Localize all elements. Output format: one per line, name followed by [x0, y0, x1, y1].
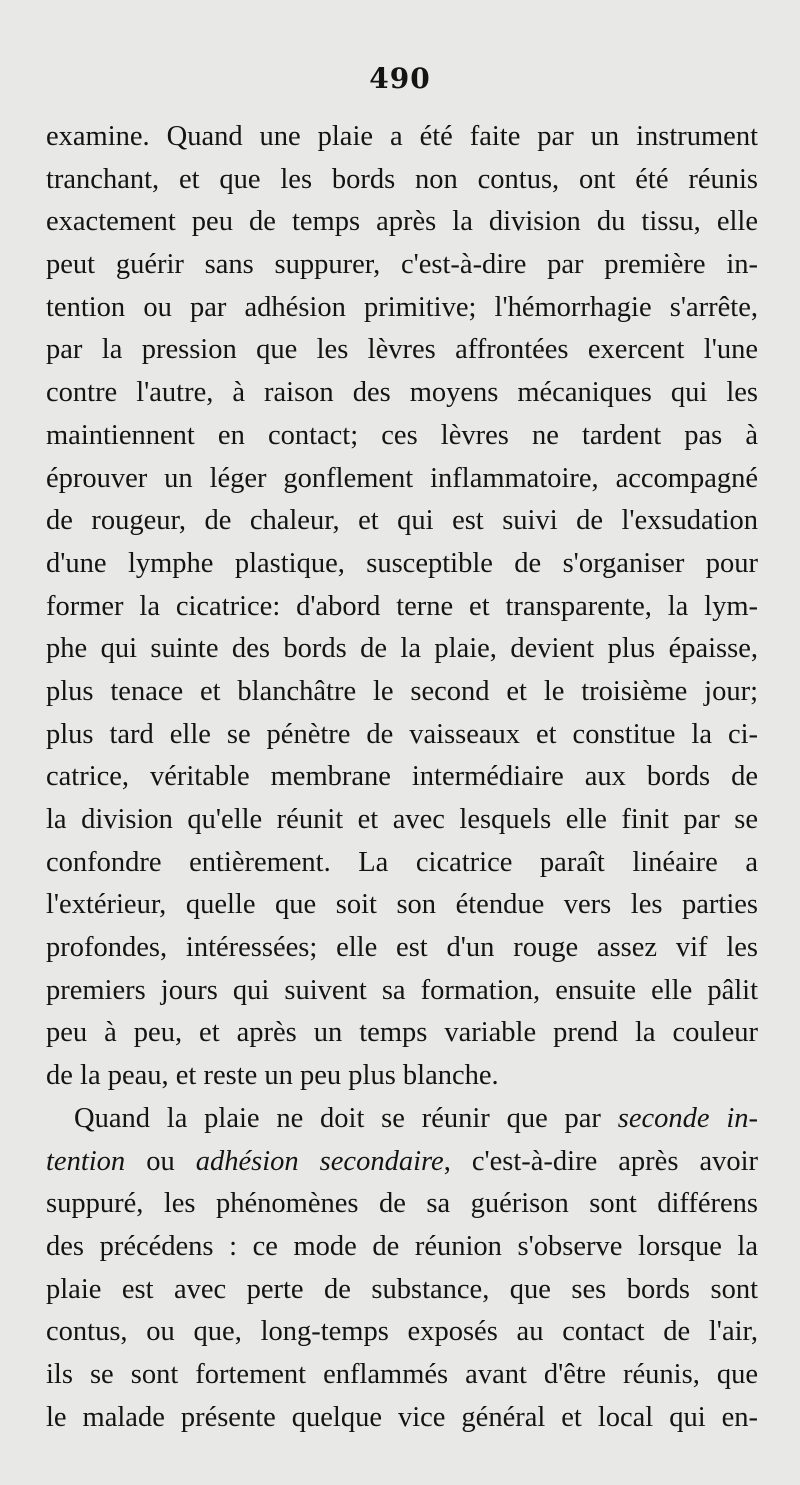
- italic-term: adhésion secondaire: [195, 1145, 444, 1177]
- text-line: de rougeur, de chaleur, et qui est suivi de l'exsudation: [46, 505, 758, 537]
- text-line: contre l'autre, à raison des moyens mécaniques qui les: [46, 377, 758, 409]
- text-line: peut guérir sans suppurer, c'est-à-dire par première in-: [46, 249, 758, 281]
- text-line: plus tenace et blanchâtre le second et le troisième jour;: [46, 675, 758, 707]
- text-line: d'une lymphe plastique, susceptible de s'organiser pour: [46, 547, 758, 579]
- text-line: l'extérieur, quelle que soit son étendue vers les parties: [46, 889, 758, 921]
- text-line: peu à peu, et après un temps variable prend la couleur: [46, 1017, 758, 1049]
- text-line: contus, ou que, long-temps exposés au contact de l'air,: [46, 1316, 758, 1348]
- text-span: Quand la plaie ne doit se réunir que par: [74, 1102, 618, 1134]
- italic-term: tention: [46, 1145, 126, 1177]
- text-line: par la pression que les lèvres affrontées exercent l'une: [46, 334, 758, 366]
- text-line: profondes, intéressées; elle est d'un rouge assez vif les: [46, 932, 758, 964]
- text-line-paragraph-start: [46, 1098, 758, 1141]
- text-line: plus tard elle se pénètre de vaisseaux et constitue la ci-: [46, 718, 758, 750]
- text-line: phe qui suinte des bords de la plaie, devient plus épaisse,: [46, 633, 758, 665]
- text-line: plaie est avec perte de substance, que ses bords sont: [46, 1273, 758, 1305]
- text-line: la division qu'elle réunit et avec lesquels elle finit par se: [46, 804, 758, 835]
- page-number: 490: [369, 62, 431, 95]
- text-line: suppuré, les phénomènes de sa guérison sont différens: [46, 1188, 758, 1220]
- text-span: ou: [125, 1145, 196, 1177]
- text-line: exactement peu de temps après la division du tissu, elle: [46, 206, 758, 238]
- text-line: ils se sont fortement enflammés avant d'être réunis, que: [46, 1358, 758, 1390]
- text-line: tention ou par adhésion primitive; l'hémorrhagie s'arrête,: [46, 291, 758, 323]
- body-text: [46, 116, 758, 1439]
- text-line: [46, 1141, 758, 1184]
- text-line: former la cicatrice: d'abord terne et transparente, la lym-: [46, 590, 758, 622]
- text-line: de la peau, et reste un peu plus blanche.: [46, 1060, 499, 1092]
- text-line: catrice, véritable membrane intermédiaire aux bords de: [46, 761, 758, 793]
- text-line: examine. Quand une plaie a été faite par un instrument: [46, 121, 758, 152]
- text-line: des précédens : ce mode de réunion s'observe lorsque la: [46, 1230, 758, 1262]
- text-line: le malade présente quelque vice général et local qui en-: [46, 1401, 758, 1433]
- text-line: premiers jours qui suivent sa formation, ensuite elle pâlit: [46, 974, 758, 1006]
- text-line: maintiennent en contact; ces lèvres ne tardent pas à: [46, 419, 758, 451]
- text-line: confondre entièrement. La cicatrice paraît linéaire a: [46, 846, 758, 878]
- text-span: , c'est-à-dire après avoir: [443, 1145, 759, 1177]
- italic-term: seconde in-: [617, 1102, 758, 1134]
- text-line: éprouver un léger gonflement inflammatoire, accompagné: [46, 462, 758, 494]
- text-line: tranchant, et que les bords non contus, ont été réunis: [46, 163, 758, 195]
